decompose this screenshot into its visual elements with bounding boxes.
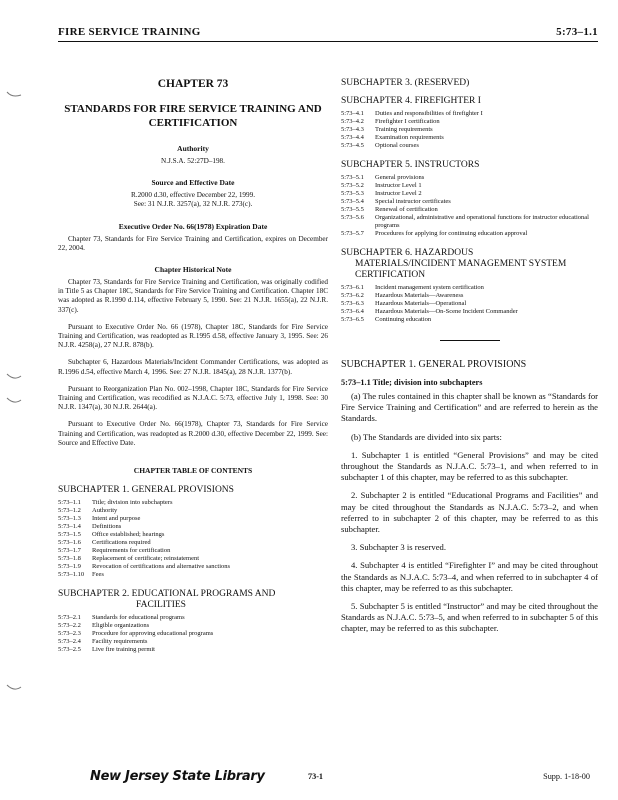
toc-entry: 5:73–1.7 Requirements for certification [58,547,171,555]
margin-mark [6,372,22,382]
toc-entry: 5:73–5.2 Instructor Level 1 [341,182,422,189]
toc-entry: 5:73–1.6 Certifications required [58,539,151,547]
toc-entry: 5:73–4.4 Examination requirements [341,134,444,141]
toc-subchapter-5-list [341,174,598,238]
toc-subchapter-6-title-line-1: SUBCHAPTER 6. HAZARDOUS [341,248,474,258]
toc-heading: CHAPTER TABLE OF CONTENTS [133,466,253,476]
toc-entry: 5:73–5.5 Renewal of certification [341,206,438,213]
toc-entry: 5:73–1.1 Title; division into subchapters [58,499,173,507]
toc-subchapter-2-list [58,614,328,654]
toc-subchapter-2-title-line-2: FACILITIES [136,600,186,611]
header-section: 5:73–1.1 [556,26,598,38]
toc-subchapter-1-list [58,499,328,579]
section-heading: 5:73–1.1 Title; division into subchapters [341,378,483,387]
toc-subchapter-5-title: SUBCHAPTER 5. INSTRUCTORS [341,160,480,170]
toc-subchapter-6-title-line-2: MATERIALS/INCIDENT MANAGEMENT SYSTEM [355,259,567,269]
historical-note-heading: Chapter Historical Note [154,265,232,275]
toc-entry: 5:73–5.3 Instructor Level 2 [341,190,422,197]
toc-entry: 5:73–5.6 Organizational, administrative and operational functions for instructor educational programs [341,214,589,229]
toc-entry: 5:73–4.3 Training requirements [341,126,433,133]
body-subchapter-1-heading: SUBCHAPTER 1. GENERAL PROVISIONS [341,359,527,370]
toc-subchapter-6-list [341,284,598,324]
toc-entry: 5:73–4.2 Firefighter I certification [341,118,440,125]
toc-entry: 5:73–4.1 Duties and responsibilities of firefighter I [341,110,483,117]
toc-entry: 5:73–2.5 Live fire training permit [58,646,155,654]
paragraph-b-2: 2. Subchapter 2 is entitled “Educational Programs and Facilities” and may be cited throughout the Standards as N.J.A.C. 5:73–2, and when referred to in subchapter 2 of this chapter, may be referred to as this subchapter. [341,490,598,535]
exec-order-heading: Executive Order No. 66(1978) Expiration Date [118,221,268,231]
toc-subchapter-1-title: SUBCHAPTER 1. GENERAL PROVISIONS [58,485,234,496]
toc-entry: 5:73–5.4 Special instructor certificates [341,198,451,205]
toc-entry: 5:73–1.5 Office established; hearings [58,531,165,539]
toc-entry: 5:73–1.10 Fees [58,571,104,579]
toc-subchapter-4-list [341,110,598,150]
toc-entry: 5:73–6.5 Continuing education [341,316,432,323]
paragraph-a: (a) The rules contained in this chapter shall be known as “Standards for Fire Service Training and Certification” and are referred to herein as the Standards. [341,391,598,424]
historical-note-1: Chapter 73, Standards for Fire Service Training and Certification, was originally codified in Title 5 as Chapter 18C, Standards for Fire Service Training and Certification. Chapter 18C was adopted as R.1990 d.114, effective February 5, 1990. See: 21 N.J.R. 1655(a), 22 N.J.R. 337(c). [58,278,328,314]
toc-entry: 5:73–2.4 Facility requirements [58,638,148,646]
historical-note-3: Subchapter 6, Hazardous Materials/Incident Commander Certifications, was adopted as R.1996 d.54, effective March 4, 1996. See: 27 N.J.R. 1845(a), 28 N.J.R. 1377(b). [58,358,328,376]
page-footer [90,769,590,788]
margin-mark [6,683,22,693]
toc-entry: 5:73–1.9 Revocation of certifications and alternative sanctions [58,563,231,571]
section-divider [440,340,500,341]
toc-entry: 5:73–1.4 Definitions [58,523,122,531]
toc-entry: 5:73–5.1 General provisions [341,174,425,181]
toc-entry: 5:73–2.1 Standards for educational programs [58,614,185,622]
toc-subchapter-2-title-line-1: SUBCHAPTER 2. EDUCATIONAL PROGRAMS AND [58,589,276,600]
running-header [58,26,598,41]
toc-entry: 5:73–5.7 Procedures for applying for continuing education approval [341,230,528,237]
toc-entry: 5:73–6.2 Hazardous Materials—Awareness [341,292,464,299]
toc-entry: 5:73–6.3 Hazardous Materials—Operational [341,300,467,307]
toc-entry: 5:73–2.3 Procedure for approving educational programs [58,630,214,638]
toc-subchapter-3-title: SUBCHAPTER 3. (RESERVED) [341,78,470,88]
chapter-number: CHAPTER 73 [157,78,229,90]
library-stamp: New Jersey State Library [90,769,265,784]
paragraph-b: (b) The Standards are divided into six parts: [351,431,502,442]
toc-subchapter-4-title: SUBCHAPTER 4. FIREFIGHTER I [341,96,481,106]
supplement-date: Supp. 1-18-00 [543,772,590,781]
toc-entry: 5:73–6.1 Incident management system certification [341,284,484,291]
paragraph-b-4: 4. Subchapter 4 is entitled “Firefighter I” and may be cited throughout the Standards as N.J.A.C. 5:73–4, and when referred to in subchapter 4 of this chapter, may be referred to as this subchapter. [341,560,598,593]
right-column [341,78,598,642]
historical-note-5: Pursuant to Executive Order No. 66(1978), Chapter 73, Standards for Fire Service Training and Certification, was readopted as R.2000 d.30, effective December 22, 1999. See: Source and Effective Date. [58,420,328,447]
margin-mark [6,90,22,100]
toc-entry: 5:73–6.4 Hazardous Materials—On-Scene Incident Commander [341,308,518,315]
margin-mark [6,396,22,406]
source-text-1: R.2000 d.30, effective December 22, 1999. [130,191,256,200]
paragraph-b-1: 1. Subchapter 1 is entitled “General Provisions” and may be cited throughout the Standards as N.J.A.C. 5:73–1, and when referred to in subchapter 1 of this chapter, may be referred to as this subchapter. [341,449,598,483]
header-rule [58,41,598,42]
toc-entry: 5:73–1.3 Intent and purpose [58,515,141,523]
toc-entry: 5:73–4.5 Optional courses [341,142,419,149]
paragraph-b-5: 5. Subchapter 5 is entitled “Instructor” and may be cited throughout the Standards as N.J.A.C. 5:73–5, and when referred to in subchapter 5 of this chapter, may be referred to as this subchapter. [341,601,598,634]
page-number: 73-1 [308,772,324,781]
historical-note-4: Pursuant to Reorganization Plan No. 002–1998, Chapter 18C, Standards for Fire Service Training and Certification, was recodified as N.J.A.C. 5:73, effective July 1, 1998. See: 30 N.J.R. 1347(a), 30 N.J.R. 2644(a). [58,384,328,412]
source-heading: Source and Effective Date [151,178,235,188]
exec-order-text: Chapter 73, Standards for Fire Service Training and Certification, expires on December 22, 2004. [58,234,328,252]
authority-text: N.J.S.A. 52:27D–198. [161,157,225,165]
toc-entry: 5:73–1.8 Replacement of certificate; reinstatement [58,555,200,563]
authority-heading: Authority [177,144,209,153]
toc-entry: 5:73–2.2 Eligible organizations [58,622,150,630]
left-column [58,78,328,654]
paragraph-b-3: 3. Subchapter 3 is reserved. [351,542,446,553]
toc-subchapter-6-title [341,248,598,281]
source-text-2: See: 31 N.J.R. 3257(a), 32 N.J.R. 273(c). [133,200,253,209]
header-title: FIRE SERVICE TRAINING [58,26,201,38]
toc-entry: 5:73–1.2 Authority [58,507,118,515]
chapter-title: STANDARDS FOR FIRE SERVICE TRAINING AND CERTIFICATION [64,103,322,129]
toc-subchapter-2-title [58,589,328,611]
historical-note-2: Pursuant to Executive Order No. 66 (1978), Chapter 18C, Standards for Fire Service Training and Certification, was readopted as R.1995 d.58, effective January 3, 1995. See: 26 N.J.R. 4258(a), 27 N.J.R. 878(b). [58,322,328,350]
toc-subchapter-6-title-line-3: CERTIFICATION [355,270,426,280]
